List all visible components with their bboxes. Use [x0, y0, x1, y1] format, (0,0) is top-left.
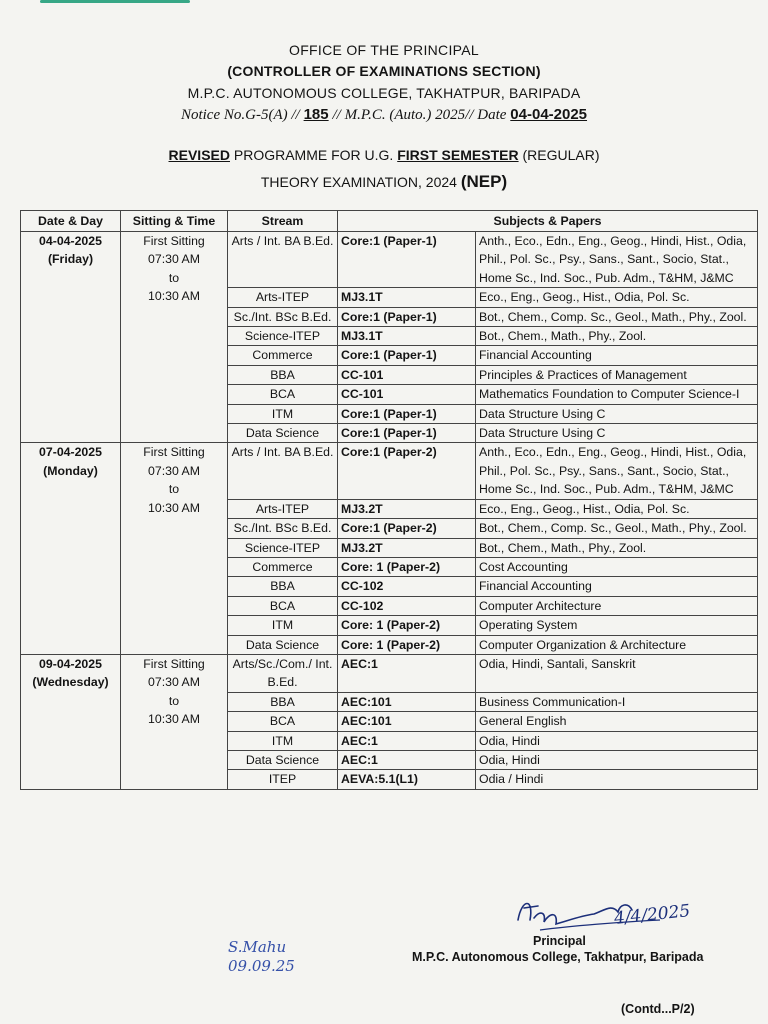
- time-end: 10:30 AM: [148, 289, 200, 304]
- subjects-cell: Odia / Hindi: [476, 770, 758, 789]
- office-title: OFFICE OF THE PRINCIPAL: [289, 42, 479, 58]
- subjects-cell: Computer Organization & Architecture: [476, 635, 758, 654]
- subjects-cell: Financial Accounting: [476, 346, 758, 365]
- paper-code-cell: AEC:101: [338, 712, 476, 731]
- header-stream: Stream: [228, 211, 338, 232]
- exam-date: 04-04-2025: [39, 234, 102, 248]
- stream-cell: BCA: [228, 596, 338, 615]
- subjects-cell: Operating System: [476, 616, 758, 635]
- programme-subtitle: [0, 172, 768, 192]
- stream-cell: Science-ITEP: [228, 327, 338, 346]
- paper-code-cell: Core: 1 (Paper-2): [338, 616, 476, 635]
- subjects-cell: Data Structure Using C: [476, 424, 758, 443]
- paper-code-cell: MJ3.2T: [338, 499, 476, 518]
- stream-cell: Arts / Int. BA B.Ed.: [228, 443, 338, 499]
- title-line2: THEORY EXAMINATION, 2024: [260, 174, 457, 190]
- subjects-cell: Eco., Eng., Geog., Hist., Odia, Pol. Sc.: [476, 499, 758, 518]
- paper-code-cell: Core:1 (Paper-2): [338, 519, 476, 538]
- stream-cell: Arts/Sc./Com./ Int. B.Ed.: [228, 654, 338, 692]
- handwritten-name: S.Mahu: [228, 938, 287, 956]
- stream-cell: BCA: [228, 385, 338, 404]
- exam-day: (Monday): [43, 463, 98, 478]
- stream-cell: BCA: [228, 712, 338, 731]
- time-end: 10:30 AM: [148, 500, 200, 515]
- time-end: 10:30 AM: [148, 712, 200, 727]
- subjects-cell: Financial Accounting: [476, 577, 758, 596]
- subjects-cell: Cost Accounting: [476, 557, 758, 576]
- subjects-cell: Principles & Practices of Management: [476, 365, 758, 384]
- stream-cell: ITEP: [228, 770, 338, 789]
- table-body: [21, 232, 758, 790]
- stream-cell: Commerce: [228, 346, 338, 365]
- paper-code-cell: Core:1 (Paper-1): [338, 424, 476, 443]
- stream-cell: Data Science: [228, 750, 338, 769]
- stream-cell: BBA: [228, 692, 338, 711]
- paper-code-cell: AEC:1: [338, 731, 476, 750]
- paper-code-cell: Core:1 (Paper-1): [338, 232, 476, 288]
- table-row: [21, 443, 758, 499]
- header-date-day: Date & Day: [21, 211, 121, 232]
- time-to: to: [168, 482, 180, 497]
- title-revised: REVISED: [168, 147, 230, 163]
- college-name: M.P.C. AUTONOMOUS COLLEGE, TAKHATPUR, BARIPADA: [187, 85, 581, 101]
- sitting-time-cell: [121, 443, 228, 654]
- table-row: [21, 654, 758, 692]
- paper-code-cell: AEC:1: [338, 654, 476, 692]
- stream-cell: Arts / Int. BA B.Ed.: [228, 232, 338, 288]
- handwritten-note: [228, 938, 295, 976]
- stream-cell: Data Science: [228, 424, 338, 443]
- notice-line: [0, 106, 768, 124]
- time-start: 07:30 AM: [148, 463, 200, 478]
- stream-cell: BBA: [228, 365, 338, 384]
- subjects-cell: Computer Architecture: [476, 596, 758, 615]
- paper-code-cell: Core:1 (Paper-2): [338, 443, 476, 499]
- time-to: to: [168, 693, 180, 708]
- paper-code-cell: CC-102: [338, 577, 476, 596]
- sitting-label: First Sitting: [143, 656, 205, 671]
- exam-schedule-table: [20, 210, 758, 790]
- stream-cell: ITM: [228, 731, 338, 750]
- stream-cell: Sc./Int. BSc B.Ed.: [228, 307, 338, 326]
- principal-label: Principal: [533, 934, 586, 948]
- section-title: (CONTROLLER OF EXAMINATIONS SECTION): [227, 63, 541, 79]
- paper-code-cell: Core:1 (Paper-1): [338, 307, 476, 326]
- stream-cell: Arts-ITEP: [228, 499, 338, 518]
- paper-code-cell: MJ3.2T: [338, 538, 476, 557]
- continued-note: (Contd...P/2): [621, 1002, 695, 1016]
- exam-date: 07-04-2025: [39, 445, 102, 460]
- header-sitting-time: Sitting & Time: [121, 211, 228, 232]
- programme-title: [0, 147, 768, 163]
- stream-cell: ITM: [228, 616, 338, 635]
- date-day-cell: [21, 232, 121, 443]
- title-end: (REGULAR): [522, 147, 600, 163]
- stream-cell: Sc./Int. BSc B.Ed.: [228, 519, 338, 538]
- title-first-semester: FIRST SEMESTER: [397, 147, 519, 163]
- subjects-cell: Eco., Eng., Geog., Hist., Odia, Pol. Sc.: [476, 288, 758, 307]
- sitting-label: First Sitting: [143, 445, 205, 460]
- subjects-cell: Bot., Chem., Comp. Sc., Geol., Math., Phy., Zool.: [476, 519, 758, 538]
- time-start: 07:30 AM: [148, 675, 200, 690]
- table-header-row: [21, 211, 758, 232]
- stream-cell: Commerce: [228, 557, 338, 576]
- paper-code-cell: CC-102: [338, 596, 476, 615]
- title-nep: (NEP): [460, 172, 508, 191]
- paper-code-cell: AEC:1: [338, 750, 476, 769]
- header-subjects-papers: Subjects & Papers: [338, 211, 758, 232]
- subjects-cell: Anth., Eco., Edn., Eng., Geog., Hindi, Hist., Odia, Phil., Pol. Sc., Psy., Sans., Sant., Socio, Stat., Home Sc., Ind. Soc., Pub. Adm., T&HM, J&MC: [476, 443, 758, 499]
- paper-code-cell: CC-101: [338, 365, 476, 384]
- subjects-cell: Anth., Eco., Edn., Eng., Geog., Hindi, Hist., Odia, Phil., Pol. Sc., Psy., Sans., Sant., Socio, Stat., Home Sc., Ind. Soc., Pub. Adm., T&HM, J&MC: [476, 232, 758, 288]
- exam-date: 09-04-2025: [39, 656, 102, 671]
- subjects-cell: Odia, Hindi, Santali, Sanskrit: [476, 654, 758, 692]
- subjects-cell: Bot., Chem., Math., Phy., Zool.: [476, 538, 758, 557]
- date-day-cell: [21, 443, 121, 654]
- notice-date: 04-04-2025: [510, 106, 588, 123]
- stream-cell: BBA: [228, 577, 338, 596]
- sitting-time-cell: [121, 232, 228, 443]
- sitting-label: First Sitting: [143, 234, 205, 248]
- stream-cell: Data Science: [228, 635, 338, 654]
- subjects-cell: Odia, Hindi: [476, 750, 758, 769]
- top-accent-line: [40, 0, 190, 3]
- paper-code-cell: AEVA:5.1(L1): [338, 770, 476, 789]
- time-to: to: [168, 270, 180, 285]
- notice-number: 185: [303, 106, 329, 123]
- notice-middle: // M.P.C. (Auto.) 2025// Date: [332, 107, 507, 123]
- paper-code-cell: MJ3.1T: [338, 288, 476, 307]
- subjects-cell: General English: [476, 712, 758, 731]
- paper-code-cell: CC-101: [338, 385, 476, 404]
- sitting-time-cell: [121, 654, 228, 789]
- paper-code-cell: Core: 1 (Paper-2): [338, 557, 476, 576]
- stream-cell: ITM: [228, 404, 338, 423]
- subjects-cell: Data Structure Using C: [476, 404, 758, 423]
- exam-day: (Wednesday): [32, 675, 109, 690]
- subjects-cell: Odia, Hindi: [476, 731, 758, 750]
- subjects-cell: Bot., Chem., Math., Phy., Zool.: [476, 327, 758, 346]
- date-day-cell: [21, 654, 121, 789]
- time-start: 07:30 AM: [148, 252, 200, 267]
- paper-code-cell: MJ3.1T: [338, 327, 476, 346]
- paper-code-cell: AEC:101: [338, 692, 476, 711]
- subjects-cell: Bot., Chem., Comp. Sc., Geol., Math., Phy., Zool.: [476, 307, 758, 326]
- exam-day: (Friday): [47, 252, 94, 267]
- paper-code-cell: Core:1 (Paper-1): [338, 346, 476, 365]
- stream-cell: Science-ITEP: [228, 538, 338, 557]
- footer-college: M.P.C. Autonomous College, Takhatpur, Baripada: [412, 950, 704, 964]
- handwritten-date: 09.09.25: [228, 957, 295, 975]
- signature-date: 4/4/2025: [613, 901, 692, 929]
- paper-code-cell: Core:1 (Paper-1): [338, 404, 476, 423]
- stream-cell: Arts-ITEP: [228, 288, 338, 307]
- subjects-cell: Mathematics Foundation to Computer Science-I: [476, 385, 758, 404]
- table-row: [21, 232, 758, 288]
- paper-code-cell: Core: 1 (Paper-2): [338, 635, 476, 654]
- subjects-cell: Business Communication-I: [476, 692, 758, 711]
- title-mid: PROGRAMME FOR U.G.: [233, 147, 394, 163]
- notice-prefix: Notice No.G-5(A) //: [180, 107, 300, 123]
